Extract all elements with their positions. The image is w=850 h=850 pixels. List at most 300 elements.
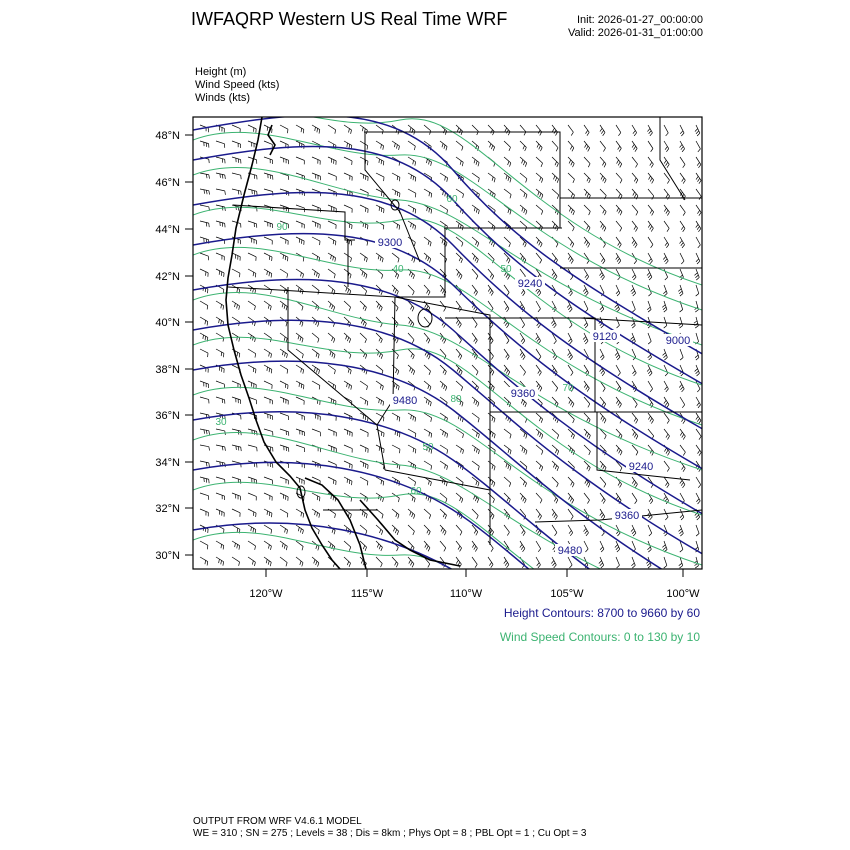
wind-barb xyxy=(440,429,448,438)
wind-barb xyxy=(472,397,479,407)
wind-barb xyxy=(632,221,638,232)
wind-barb xyxy=(616,317,619,328)
wind-barb xyxy=(552,477,558,487)
lat-tick-label: 32°N xyxy=(155,503,180,515)
wind-barb xyxy=(584,301,588,312)
wind-barb xyxy=(392,141,399,150)
wind-barb xyxy=(296,461,304,468)
wind-barb xyxy=(328,125,336,134)
wind-barb xyxy=(424,189,432,198)
wind-barb xyxy=(664,413,669,424)
wind-barb xyxy=(568,141,574,151)
wind-barb xyxy=(216,349,224,357)
wind-barb xyxy=(520,173,527,183)
wind-barb xyxy=(695,365,700,376)
wind-barb xyxy=(440,509,447,519)
wind-barb xyxy=(600,141,606,152)
wind-barb xyxy=(360,429,368,437)
wind-barb xyxy=(600,509,605,520)
lat-tick-label: 42°N xyxy=(155,271,180,283)
wind-barb xyxy=(488,477,495,487)
wind-barb xyxy=(264,477,272,484)
wind-barb xyxy=(280,541,287,550)
wind-barb xyxy=(648,413,653,424)
wind-barb xyxy=(662,301,667,312)
wind-barb-field xyxy=(200,125,701,568)
wind-barb xyxy=(392,221,400,230)
wind-speed-contour-line xyxy=(193,532,702,710)
wind-barb xyxy=(200,221,209,227)
wind-barb xyxy=(200,301,208,309)
wind-barb xyxy=(504,349,509,360)
wind-barb xyxy=(216,301,224,310)
wind-barb xyxy=(424,253,431,263)
wind-barb xyxy=(568,557,572,568)
wind-barb xyxy=(280,397,288,404)
wind-barb xyxy=(424,461,432,470)
wind-barb xyxy=(200,349,208,357)
wind-barb xyxy=(296,381,304,389)
wind-barb xyxy=(680,509,684,520)
wind-barb xyxy=(408,189,416,197)
wind-barb xyxy=(584,381,589,392)
wind-barb xyxy=(280,157,288,164)
wind-barb xyxy=(664,365,668,376)
wind-barb xyxy=(631,557,635,568)
wind-barb xyxy=(488,349,493,360)
wind-barb xyxy=(328,157,336,165)
wind-barb xyxy=(504,429,511,438)
wind-barb xyxy=(392,493,399,502)
wind-barb xyxy=(232,173,241,179)
wind-barb xyxy=(648,221,653,232)
wind-barb xyxy=(232,301,240,310)
wind-barb xyxy=(408,125,415,134)
chart-title: IWFAQRP Western US Real Time WRF xyxy=(191,9,508,29)
wind-barb xyxy=(504,189,511,198)
wind-barb xyxy=(216,541,224,549)
wind-barb xyxy=(280,445,289,452)
wind-barb xyxy=(280,349,287,358)
wind-barb xyxy=(552,381,558,391)
wind-barb xyxy=(392,173,400,181)
wind-barb xyxy=(520,349,525,360)
wind-barb xyxy=(664,221,669,232)
wind-barb xyxy=(616,557,619,568)
wind-barb xyxy=(536,557,540,568)
lat-tick-label: 44°N xyxy=(155,224,180,236)
wind-barb xyxy=(616,397,621,408)
wind-barb xyxy=(440,365,446,375)
wind-barb xyxy=(680,349,683,360)
wind-barb xyxy=(312,269,319,278)
wind-barb xyxy=(440,381,447,391)
wind-barb xyxy=(456,125,463,135)
wind-barb xyxy=(328,365,335,374)
wind-barb xyxy=(696,477,701,488)
wind-barb xyxy=(504,557,509,568)
wind-barb xyxy=(280,301,287,310)
wind-barb xyxy=(232,557,240,566)
wind-barb xyxy=(552,429,559,439)
wind-barb xyxy=(664,461,669,472)
lat-tick-label: 40°N xyxy=(155,317,180,329)
wind-barb xyxy=(568,237,574,247)
wind-barb xyxy=(551,557,556,568)
wind-barb xyxy=(424,397,431,406)
wind-barb xyxy=(200,141,209,148)
wind-barb xyxy=(456,525,462,535)
model-info: OUTPUT FROM WRF V4.6.1 MODEL xyxy=(193,816,362,827)
wind-barb xyxy=(376,301,382,311)
wind-barb xyxy=(679,381,684,392)
wind-barb xyxy=(568,205,574,215)
height-contour-label: 9300 xyxy=(377,237,403,249)
wind-barb xyxy=(296,509,304,518)
wind-barb xyxy=(280,413,289,420)
wind-barb xyxy=(280,269,288,278)
wind-barb xyxy=(328,333,335,343)
wind-barb xyxy=(440,525,446,535)
wind-barb xyxy=(248,365,256,373)
wind-barb xyxy=(392,509,399,518)
wind-barb xyxy=(344,461,352,469)
wind-barb xyxy=(408,365,415,375)
wind-barb xyxy=(408,445,416,453)
wind-barb xyxy=(200,253,208,260)
wind-barb xyxy=(520,157,527,167)
wind-barb xyxy=(584,141,590,151)
wind-barb xyxy=(200,557,208,565)
wind-barb xyxy=(696,237,700,248)
wind-barb xyxy=(472,237,479,247)
wind-barb xyxy=(472,173,479,182)
wind-barb xyxy=(488,525,494,535)
wind-barb xyxy=(376,397,384,406)
wind-barb xyxy=(216,445,225,451)
wind-contour-label: 50 xyxy=(500,264,512,275)
wind-barb xyxy=(216,317,224,326)
wind-barb xyxy=(200,333,208,341)
lon-tick-label: 105°W xyxy=(550,588,584,600)
wind-barb xyxy=(488,141,495,151)
wind-barb xyxy=(632,205,638,215)
height-contour-label: 9000 xyxy=(665,335,691,347)
wind-barb xyxy=(616,365,620,376)
wind-barb xyxy=(584,237,590,247)
wind-barb xyxy=(296,349,303,358)
wind-barb xyxy=(664,429,670,440)
wind-barb xyxy=(280,333,287,342)
wind-barb xyxy=(312,557,319,567)
wind-barb xyxy=(280,509,288,517)
wind-barb xyxy=(328,237,336,245)
lat-tick-label: 46°N xyxy=(155,177,180,189)
wind-barb xyxy=(616,237,621,248)
lat-tick-label: 30°N xyxy=(155,550,180,562)
wind-barb xyxy=(664,141,669,152)
wind-barb xyxy=(376,557,382,567)
wind-barb xyxy=(264,381,272,389)
wind-barb xyxy=(376,445,384,453)
wind-barb xyxy=(312,237,320,245)
wind-barb xyxy=(504,477,511,487)
wind-barb xyxy=(648,237,653,248)
wind-barb xyxy=(328,253,336,262)
wind-barb xyxy=(472,269,478,279)
wind-barb xyxy=(648,157,653,168)
wind-barb xyxy=(376,333,382,343)
wind-barb xyxy=(376,429,384,437)
wind-barb xyxy=(456,157,463,166)
wind-barb xyxy=(408,333,414,343)
wind-barb xyxy=(536,413,543,423)
wind-barb xyxy=(536,125,542,135)
height-contours xyxy=(193,115,713,760)
wind-barb xyxy=(568,285,572,296)
wind-barb xyxy=(568,525,573,536)
wind-barb xyxy=(344,445,352,453)
wind-barb xyxy=(680,141,685,152)
wind-barb xyxy=(679,317,683,328)
wind-barb xyxy=(456,301,461,312)
wind-barb xyxy=(248,269,256,277)
wind-barb xyxy=(296,445,305,452)
wind-barb xyxy=(456,141,463,151)
wind-barb xyxy=(440,173,448,182)
wind-barb xyxy=(296,317,303,326)
wind-barb xyxy=(344,477,352,485)
wind-barb xyxy=(408,477,416,486)
wind-barb xyxy=(456,381,463,391)
wind-barb xyxy=(504,125,510,135)
wind-barb xyxy=(472,365,478,375)
wind-barb xyxy=(678,285,683,296)
wind-barb xyxy=(328,429,336,436)
wind-barb xyxy=(664,205,669,216)
wind-barb xyxy=(408,173,416,181)
wind-barb xyxy=(664,157,669,168)
wind-barb xyxy=(200,381,209,388)
wind-barb xyxy=(408,141,415,150)
wind-barb xyxy=(216,253,224,260)
wind-barb xyxy=(520,541,525,552)
wind-barb xyxy=(360,397,368,405)
wind-barb xyxy=(360,221,368,229)
wind-barb xyxy=(232,253,240,261)
wind-barb xyxy=(472,317,477,328)
wind-barb xyxy=(312,509,320,518)
wind-barb xyxy=(488,429,495,438)
wind-barb xyxy=(296,429,305,436)
wind-barb xyxy=(408,557,414,567)
wind-barb xyxy=(632,413,638,423)
wind-barb xyxy=(424,333,430,343)
wind-barb xyxy=(615,541,620,552)
wind-barb xyxy=(679,557,683,568)
wind-barb xyxy=(200,461,209,467)
wind-barb xyxy=(232,141,241,148)
wind-barb xyxy=(488,557,493,568)
wind-barb xyxy=(360,205,368,213)
wind-barb xyxy=(424,365,431,375)
wind-barb xyxy=(632,125,637,136)
wind-barb xyxy=(312,541,319,550)
wind-barb xyxy=(344,381,352,390)
wind-barb xyxy=(631,525,636,536)
wind-barb xyxy=(520,141,526,151)
wind-barb xyxy=(680,205,685,216)
wind-barb xyxy=(632,301,635,312)
wind-barb xyxy=(232,541,240,550)
wind-barb xyxy=(408,349,414,359)
wind-barb xyxy=(664,125,668,136)
wind-barb xyxy=(488,221,495,230)
wind-barb xyxy=(600,125,605,136)
wind-barb xyxy=(520,221,527,231)
init-time: Init: 2026-01-27_00:00:00 xyxy=(577,14,703,26)
wind-barb xyxy=(312,397,320,405)
wind-barb xyxy=(232,157,241,164)
wind-contour-label: 50 xyxy=(422,442,434,453)
wind-barb xyxy=(200,445,210,451)
wind-barb xyxy=(280,317,287,326)
wind-barb xyxy=(472,285,478,296)
wind-barb xyxy=(216,333,224,342)
wind-barb xyxy=(536,365,541,376)
wind-barb xyxy=(552,141,558,151)
height-contour-label: 9240 xyxy=(628,461,654,473)
wind-barb xyxy=(200,493,209,500)
wind-barb xyxy=(312,205,320,212)
state-borders xyxy=(228,117,702,545)
wind-barb xyxy=(504,141,511,151)
lon-tick-label: 115°W xyxy=(350,588,384,600)
wind-barb xyxy=(296,285,303,294)
wind-barb xyxy=(488,333,493,344)
wind-barb xyxy=(296,269,304,278)
wind-barb xyxy=(232,445,241,451)
lon-tick-label: 120°W xyxy=(249,588,283,600)
wind-barb xyxy=(488,125,494,135)
wind-barb xyxy=(296,237,304,245)
wind-barb xyxy=(344,285,351,295)
wind-barb xyxy=(408,413,416,422)
wind-barb xyxy=(584,125,589,136)
wind-barb xyxy=(344,429,352,437)
wind-barb xyxy=(248,445,257,451)
lat-tick-label: 36°N xyxy=(155,410,180,422)
wind-barb xyxy=(536,493,542,503)
wind-barb xyxy=(248,429,257,435)
wind-barb xyxy=(424,509,431,519)
height-contour-labels xyxy=(375,236,693,557)
wind-barb xyxy=(647,269,652,280)
wind-barb xyxy=(264,253,272,261)
wind-barb xyxy=(280,381,288,389)
wind-barb xyxy=(648,381,653,392)
wind-barb xyxy=(568,477,574,487)
wind-barb xyxy=(280,189,289,196)
wind-barb xyxy=(616,125,621,136)
wind-barb xyxy=(312,125,320,134)
height-contour-line xyxy=(193,234,713,475)
wind-contour-label: 40 xyxy=(392,264,404,275)
wind-barb xyxy=(200,317,208,326)
wind-barb xyxy=(600,173,606,183)
wind-barb xyxy=(264,413,273,420)
wind-barb xyxy=(440,541,446,551)
wind-barb xyxy=(536,205,543,215)
wind-barb xyxy=(568,157,574,167)
wind-barb xyxy=(663,253,668,264)
wind-barb xyxy=(648,333,651,344)
wind-barb xyxy=(536,445,543,455)
wind-barb xyxy=(584,173,590,183)
wind-barb xyxy=(200,477,209,483)
wind-barb xyxy=(312,157,320,165)
wind-barb xyxy=(472,541,477,552)
wind-barb xyxy=(264,365,272,373)
wind-barb xyxy=(536,173,543,183)
wind-barb xyxy=(360,253,367,262)
wind-barb xyxy=(584,445,590,455)
wind-barb xyxy=(312,493,320,501)
wind-barb xyxy=(280,477,288,484)
wind-barb xyxy=(664,237,669,248)
wind-barb xyxy=(680,157,685,168)
wind-barb xyxy=(695,333,698,344)
wind-barb xyxy=(584,189,590,199)
wind-barb xyxy=(568,509,573,520)
wind-speed-contours-legend: Wind Speed Contours: 0 to 130 by 10 xyxy=(499,630,700,644)
height-contours-legend: Height Contours: 8700 to 9660 by 60 xyxy=(503,606,700,620)
wind-barb xyxy=(504,301,509,312)
wind-barb xyxy=(695,125,700,136)
wind-barb xyxy=(264,269,272,278)
wind-barb xyxy=(360,461,368,469)
wind-barb xyxy=(584,205,590,215)
wind-barb xyxy=(600,301,604,312)
wind-barb xyxy=(536,541,541,552)
wind-barb xyxy=(264,349,272,358)
wind-barb xyxy=(344,301,351,311)
wind-barb xyxy=(696,285,699,296)
wind-barb xyxy=(264,493,272,501)
wind-barb xyxy=(264,541,271,550)
wind-barb xyxy=(632,141,637,152)
height-contour-label: 9360 xyxy=(510,388,536,400)
wind-barb xyxy=(280,525,288,534)
wind-barb xyxy=(568,333,572,344)
lon-tick-label: 100°W xyxy=(666,588,700,600)
wind-barb xyxy=(696,205,701,216)
wind-barb xyxy=(232,125,240,133)
wind-barb xyxy=(552,125,558,136)
wind-barb xyxy=(696,413,701,424)
wind-barb xyxy=(520,125,526,135)
wind-barb xyxy=(296,397,304,405)
wind-barb xyxy=(200,189,210,195)
wind-barb xyxy=(264,157,273,164)
wind-barb xyxy=(584,269,589,280)
wind-barb xyxy=(694,317,699,328)
wind-barb xyxy=(200,205,209,211)
wind-barb xyxy=(504,237,510,247)
wind-barb xyxy=(216,493,225,500)
wind-barb xyxy=(264,509,272,517)
wind-barb xyxy=(456,493,463,503)
